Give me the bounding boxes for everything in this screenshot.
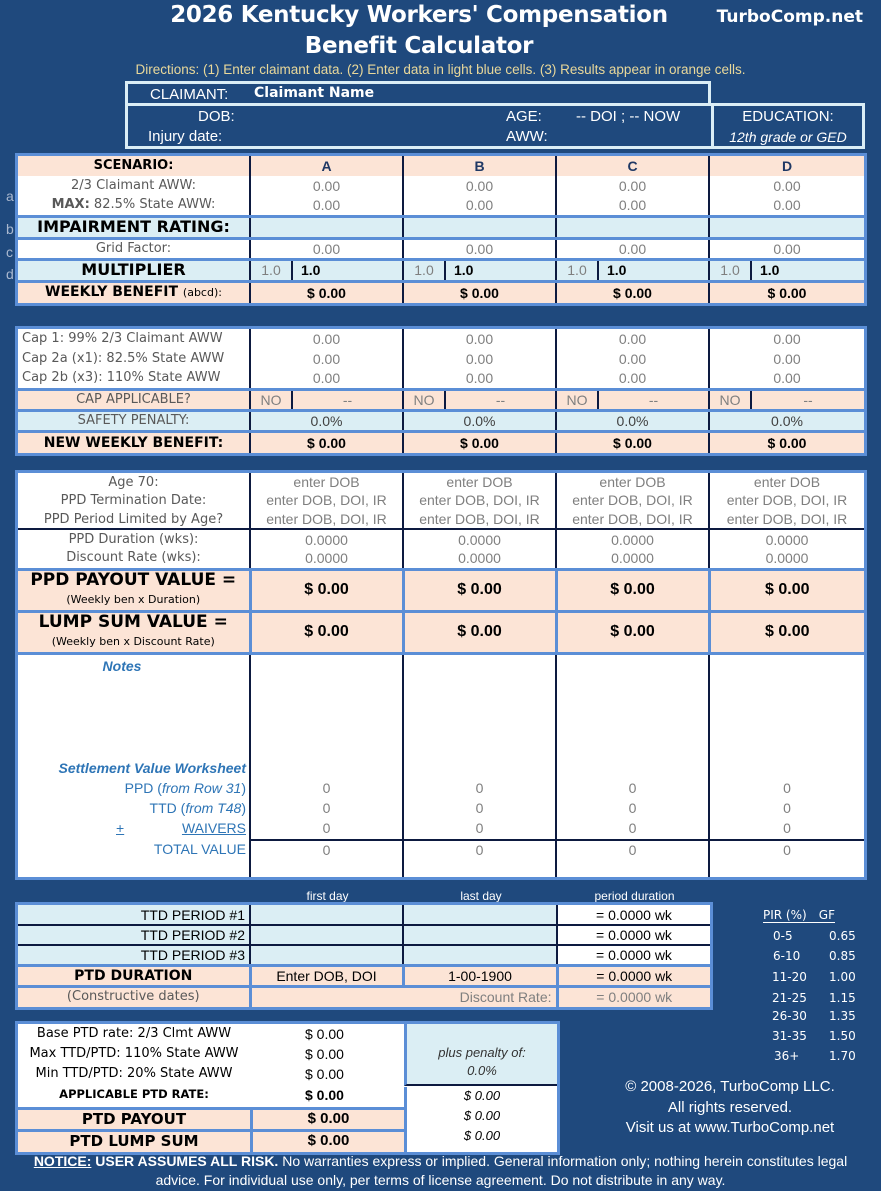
weekly-benefit-c: $ 0.00 xyxy=(556,281,709,303)
directions-text: Directions: (1) Enter claimant data. (2) Enter data in light blue cells. (3) Results appear in orange cells. xyxy=(135,62,746,77)
pir-row-6: 36+ xyxy=(774,1049,800,1063)
grid-factor-label: Grid Factor: xyxy=(95,240,172,256)
two-thirds-aww-label: 2/3 Claimant AWW: xyxy=(71,178,196,193)
cap1-c: 0.00 xyxy=(556,329,709,349)
penalty-box[interactable] xyxy=(404,1024,557,1086)
scenario-label: SCENARIO: xyxy=(93,158,174,173)
cap-applicable-flag-b: NO xyxy=(403,389,445,410)
two-thirds-aww-d: 0.00 xyxy=(709,176,864,196)
notice-line2: advice. For individual use only, per terms of license agreement. Do not distribute in any way. xyxy=(155,1172,726,1188)
worksheet-waivers-a[interactable]: 0 xyxy=(322,819,331,836)
ppd-table xyxy=(18,473,864,877)
lump-sum-label-text: LUMP SUM VALUE = xyxy=(38,612,228,632)
scenario-header-d: D xyxy=(709,156,864,176)
weekly-benefit-label xyxy=(18,281,250,303)
discount-rate-b: 0.0000 xyxy=(403,549,556,569)
dob-input[interactable] xyxy=(243,107,393,127)
ppd-note: from Row 31 xyxy=(161,779,242,796)
ttd-period-3-duration: = 0.0000 wk xyxy=(557,945,710,966)
max-rate-label: Max TTD/PTD: 110% State AWW xyxy=(29,1046,239,1061)
cap-applicable-flag-d: NO xyxy=(709,389,751,410)
cap2a-a: 0.00 xyxy=(250,349,403,369)
waivers-row-label xyxy=(116,819,246,837)
cap-applicable-flag-a: NO xyxy=(250,389,292,410)
cap1-b: 0.00 xyxy=(403,329,556,349)
payout-penalty-value: $ 0.00 xyxy=(463,1108,501,1123)
termination-label: PPD Termination Date: xyxy=(60,493,207,508)
ttd-label-text: TTD xyxy=(149,799,177,816)
ptd-payout-value: $ 0.00 xyxy=(250,1110,404,1129)
gf-row-4: 1.35 xyxy=(829,1009,856,1023)
cap-applicable-flag-c: NO xyxy=(556,389,598,410)
cap2b-label: Cap 2b (x3): 110% State AWW xyxy=(22,370,221,386)
gf-row-2: 1.00 xyxy=(829,970,856,984)
cap2a-d: 0.00 xyxy=(709,349,864,369)
min-rate-value: $ 0.00 xyxy=(305,1066,344,1082)
gf-row-5: 1.50 xyxy=(829,1029,856,1043)
ttd-period-1-duration: = 0.0000 wk xyxy=(557,905,710,925)
limited-by-age-c: enter DOB, DOI, IR xyxy=(556,510,709,529)
multiplier-input-a[interactable]: 1.0 xyxy=(250,259,292,281)
new-weekly-benefit-label: NEW WEEKLY BENEFIT: xyxy=(43,434,224,451)
base-rate-value: $ 0.00 xyxy=(305,1026,344,1042)
duration-a: 0.0000 xyxy=(250,529,403,549)
grid-factor-c: 0.00 xyxy=(556,238,709,259)
ttd-row-label: TTD (from T48) xyxy=(149,799,246,816)
termination-a: enter DOB, DOI, IR xyxy=(250,491,403,510)
dob-label: DOB: xyxy=(198,108,235,125)
ptd-rates-section xyxy=(18,1024,403,1107)
age70-label: Age 70: xyxy=(108,474,159,490)
cap-applicable-d: -- xyxy=(751,389,864,410)
ppd-payout-c: $ 0.00 xyxy=(556,569,709,611)
gf-row-1: 0.85 xyxy=(829,949,856,963)
worksheet-total-a: 0 xyxy=(251,839,402,859)
claimant-name-input[interactable]: Claimant Name xyxy=(254,85,375,101)
age-label: AGE: xyxy=(506,108,542,125)
impairment-rating-input-c[interactable] xyxy=(556,216,709,238)
cap1-label: Cap 1: 99% 2/3 Claimant AWW xyxy=(22,331,223,346)
new-weekly-benefit-c: $ 0.00 xyxy=(556,431,709,453)
copyright: © 2008-2026, TurboComp LLC. xyxy=(625,1078,835,1095)
pir-header: PIR (%) xyxy=(763,908,807,922)
two-thirds-aww-a: 0.00 xyxy=(250,176,403,196)
ttd-period-2-first-day-input[interactable] xyxy=(250,925,403,945)
weekly-benefit-d: $ 0.00 xyxy=(709,281,864,303)
injury-date-input[interactable] xyxy=(243,128,393,148)
notice xyxy=(0,1152,881,1190)
gf-header: GF xyxy=(818,908,835,922)
penalty-pct: 0.0% xyxy=(467,1063,497,1078)
cap-table xyxy=(18,329,864,453)
cap-applicable-b: -- xyxy=(445,389,556,410)
safety-penalty-input-a[interactable]: 0.0% xyxy=(250,410,403,431)
scenario-header-b: B xyxy=(403,156,556,176)
worksheet-waivers-c[interactable]: 0 xyxy=(628,819,637,836)
multiplier-label: MULTIPLIER xyxy=(81,260,186,279)
pir-row-0: 0-5 xyxy=(773,929,793,943)
page-title-line2: Benefit Calculator xyxy=(304,33,534,59)
min-rate-label: Min TTD/PTD: 20% State AWW xyxy=(35,1066,233,1081)
impairment-rating-label: IMPAIRMENT RATING: xyxy=(37,217,230,236)
gf-row-0: 0.65 xyxy=(829,929,856,943)
ptd-discount-rate-label: Discount Rate: xyxy=(250,987,557,1007)
aww-label: AWW: xyxy=(506,128,548,145)
lump-sum-d: $ 0.00 xyxy=(709,611,864,653)
row-letter-c: c xyxy=(6,244,13,260)
grid-factor-b: 0.00 xyxy=(403,238,556,259)
ptd-discount-rate-value: = 0.0000 wk xyxy=(557,987,710,1007)
limited-by-age-b: enter DOB, DOI, IR xyxy=(403,510,556,529)
duration-c: 0.0000 xyxy=(556,529,709,549)
base-rate-label: Base PTD rate: 2/3 Clmt AWW xyxy=(36,1026,232,1041)
multiplier-input-b[interactable]: 1.0 xyxy=(403,259,445,281)
multiplier-c: 1.0 xyxy=(598,259,709,281)
penalty-label: plus penalty of: xyxy=(438,1045,526,1060)
worksheet-ppd-d: 0 xyxy=(783,779,791,796)
ttd-period-1-first-day-input[interactable] xyxy=(250,905,403,925)
ttd-period-1-last-day-input[interactable] xyxy=(403,905,557,925)
notes-heading: Notes xyxy=(102,657,142,674)
worksheet-total-c: 0 xyxy=(557,839,708,859)
row-letter-a: a xyxy=(6,188,14,204)
two-thirds-aww-c: 0.00 xyxy=(556,176,709,196)
multiplier-a: 1.0 xyxy=(292,259,403,281)
ptd-table xyxy=(18,1024,557,1152)
weekly-benefit-a: $ 0.00 xyxy=(250,281,403,303)
notes-label-cell xyxy=(18,653,250,877)
applicable-penalty-value: $ 0.00 xyxy=(463,1088,501,1103)
worksheet-total-d: 0 xyxy=(710,839,864,859)
ptd-constructive-dates-label: (Constructive dates) xyxy=(66,989,200,1005)
cap2b-c: 0.00 xyxy=(556,369,709,389)
ptd-payout-row xyxy=(18,1107,404,1129)
applicable-rate-label: APPLICABLE PTD RATE: xyxy=(59,1087,209,1101)
cap1-a: 0.00 xyxy=(250,329,403,349)
ptd-payout-label: PTD PAYOUT xyxy=(81,1110,187,1128)
notes-input-a[interactable] xyxy=(250,653,403,877)
ttd-period-2-last-day-input[interactable] xyxy=(403,925,557,945)
cap-applicable-c: -- xyxy=(598,389,709,410)
worksheet-ppd-a: 0 xyxy=(322,779,331,796)
limited-by-age-label: PPD Period Limited by Age? xyxy=(43,511,224,527)
notice-line1 xyxy=(0,1152,881,1171)
worksheet-total-b: 0 xyxy=(404,839,555,859)
aww-input[interactable] xyxy=(558,128,698,148)
max-label-text: 82.5% State AWW: xyxy=(89,197,216,213)
ttd-period-3-label: TTD PERIOD #3 xyxy=(140,947,245,963)
ppd-row-label: PPD (from Row 31) xyxy=(124,779,246,796)
termination-b: enter DOB, DOI, IR xyxy=(403,491,556,510)
impairment-rating-input-b[interactable] xyxy=(403,216,556,238)
notes-input-c[interactable] xyxy=(556,653,709,877)
age-value: -- DOI ; -- NOW xyxy=(576,108,681,125)
limited-by-age-a: enter DOB, DOI, IR xyxy=(250,510,403,529)
termination-d: enter DOB, DOI, IR xyxy=(709,491,864,510)
ptd-lump-sum-label: PTD LUMP SUM xyxy=(69,1132,199,1150)
max-state-aww-b: 0.00 xyxy=(403,196,556,216)
rights-reserved: All rights reserved. xyxy=(667,1099,793,1116)
max-state-aww-label xyxy=(18,196,250,216)
pir-row-3: 21-25 xyxy=(772,991,807,1005)
cap2a-label: Cap 2a (x1): 82.5% State AWW xyxy=(22,351,225,366)
lump-sum-sublabel: (Weekly ben x Discount Rate) xyxy=(51,635,215,648)
multiplier-input-c[interactable]: 1.0 xyxy=(556,259,598,281)
worksheet-ttd-c: 0 xyxy=(628,799,637,816)
ppd-payout-label xyxy=(18,569,250,611)
multiplier-d: 1.0 xyxy=(751,259,864,281)
row-letter-b: b xyxy=(6,221,14,237)
worksheet-ttd-a: 0 xyxy=(322,799,331,816)
age70-d: enter DOB xyxy=(709,473,864,491)
ttd-header-period-duration: period duration xyxy=(594,889,675,903)
ptd-duration-value: = 0.0000 wk xyxy=(557,966,710,987)
lump-sum-b: $ 0.00 xyxy=(403,611,556,653)
ttd-period-3-last-day-input[interactable] xyxy=(403,945,557,966)
ptd-lump-sum-value: $ 0.00 xyxy=(250,1132,404,1152)
impairment-rating-input-a[interactable] xyxy=(250,216,403,238)
discount-rate-label: Discount Rate (wks): xyxy=(66,550,201,566)
max-state-aww-c: 0.00 xyxy=(556,196,709,216)
notes-input-b[interactable] xyxy=(403,653,556,877)
worksheet-waivers-d[interactable]: 0 xyxy=(783,819,791,836)
discount-rate-d: 0.0000 xyxy=(709,549,864,569)
page-title-line1: 2026 Kentucky Workers' Compensation xyxy=(170,2,668,28)
pir-table-header xyxy=(763,908,835,923)
pir-row-5: 31-35 xyxy=(772,1029,807,1043)
ttd-period-2-label: TTD PERIOD #2 xyxy=(140,927,245,943)
max-label-bold: MAX: xyxy=(51,197,90,213)
lump-sum-c: $ 0.00 xyxy=(556,611,709,653)
ptd-duration-label: PTD DURATION xyxy=(74,968,193,984)
ppd-payout-sublabel: (Weekly ben x Duration) xyxy=(66,593,201,606)
cap-applicable-a: -- xyxy=(292,389,403,410)
waivers-label-text: WAIVERS xyxy=(181,819,246,836)
ttd-period-2-duration: = 0.0000 wk xyxy=(557,925,710,945)
cap2b-b: 0.00 xyxy=(403,369,556,389)
duration-d: 0.0000 xyxy=(709,529,864,549)
safety-penalty-input-c[interactable]: 0.0% xyxy=(556,410,709,431)
notice-label: NOTICE: xyxy=(33,1153,92,1169)
termination-c: enter DOB, DOI, IR xyxy=(556,491,709,510)
brand-link[interactable]: TurboComp.net xyxy=(716,7,863,27)
gf-row-3: 1.15 xyxy=(829,991,856,1005)
worksheet-ttd-b: 0 xyxy=(475,799,484,816)
limited-by-age-d: enter DOB, DOI, IR xyxy=(709,510,864,529)
new-weekly-benefit-d: $ 0.00 xyxy=(709,431,864,453)
notice-bold: USER ASSUMES ALL RISK. xyxy=(91,1153,279,1169)
discount-rate-c: 0.0000 xyxy=(556,549,709,569)
grid-factor-a: 0.00 xyxy=(250,238,403,259)
safety-penalty-input-d[interactable]: 0.0% xyxy=(709,410,864,431)
ppd-label-text: PPD xyxy=(124,779,154,796)
worksheet-ttd-d: 0 xyxy=(783,799,791,816)
ttd-note: from T48 xyxy=(185,799,242,816)
worksheet-heading: Settlement Value Worksheet xyxy=(58,759,246,776)
gf-row-6: 1.70 xyxy=(829,1049,856,1063)
ttd-header-first-day: first day xyxy=(306,889,349,903)
pir-row-1: 6-10 xyxy=(773,949,801,963)
cap2a-b: 0.00 xyxy=(403,349,556,369)
ppd-payout-d: $ 0.00 xyxy=(709,569,864,611)
applicable-rate-value: $ 0.00 xyxy=(305,1087,344,1103)
worksheet-ppd-b: 0 xyxy=(475,779,484,796)
notes-input-d[interactable] xyxy=(709,653,864,877)
weekly-benefit-b: $ 0.00 xyxy=(403,281,556,303)
age70-b: enter DOB xyxy=(403,473,556,491)
ptd-first-day: Enter DOB, DOI xyxy=(250,966,403,987)
duration-label: PPD Duration (wks): xyxy=(68,531,199,547)
waivers-prefix: + xyxy=(116,819,125,836)
lump-sum-a: $ 0.00 xyxy=(250,611,403,653)
new-weekly-benefit-a: $ 0.00 xyxy=(250,431,403,453)
cap2b-d: 0.00 xyxy=(709,369,864,389)
visit-link[interactable]: Visit us at www.TurboComp.net xyxy=(625,1119,835,1136)
ptd-lump-sum-row xyxy=(18,1129,404,1152)
cap1-d: 0.00 xyxy=(709,329,864,349)
ppd-payout-a: $ 0.00 xyxy=(250,569,403,611)
scenario-header-c: C xyxy=(556,156,709,176)
cap2a-c: 0.00 xyxy=(556,349,709,369)
education-label: EDUCATION: xyxy=(742,108,834,125)
new-weekly-benefit-b: $ 0.00 xyxy=(403,431,556,453)
ttd-period-1-label: TTD PERIOD #1 xyxy=(140,906,245,923)
scenario-header-a: A xyxy=(250,156,403,176)
weekly-benefit-label-text: WEEKLY BENEFIT xyxy=(45,284,179,301)
ppd-payout-label-text: PPD PAYOUT VALUE = xyxy=(30,570,237,590)
penalty-values xyxy=(404,1087,557,1152)
multiplier-input-d[interactable]: 1.0 xyxy=(709,259,751,281)
lump-sum-penalty-value: $ 0.00 xyxy=(463,1128,501,1143)
duration-b: 0.0000 xyxy=(403,529,556,549)
ttd-header-last-day: last day xyxy=(460,889,502,903)
two-thirds-aww-b: 0.00 xyxy=(403,176,556,196)
age70-a: enter DOB xyxy=(250,473,403,491)
total-value-label: TOTAL VALUE xyxy=(153,840,246,857)
claimant-label: CLAIMANT: xyxy=(150,86,229,103)
grid-factor-d: 0.00 xyxy=(709,238,864,259)
multiplier-b: 1.0 xyxy=(445,259,556,281)
row-letter-d: d xyxy=(6,266,14,282)
cap2b-a: 0.00 xyxy=(250,369,403,389)
impairment-rating-input-d[interactable] xyxy=(709,216,864,238)
ttd-table xyxy=(18,905,710,1007)
ppd-payout-b: $ 0.00 xyxy=(403,569,556,611)
worksheet-ppd-c: 0 xyxy=(628,779,637,796)
pir-row-4: 26-30 xyxy=(772,1009,807,1023)
cap-applicable-label: CAP APPLICABLE? xyxy=(76,391,191,407)
age70-c: enter DOB xyxy=(556,473,709,491)
education-select[interactable]: 12th grade or GED xyxy=(729,129,847,145)
ptd-last-day: 1-00-1900 xyxy=(403,966,557,987)
claimant-details-box xyxy=(125,103,865,149)
safety-penalty-input-b[interactable]: 0.0% xyxy=(403,410,556,431)
max-rate-value: $ 0.00 xyxy=(305,1046,344,1062)
scenario-table xyxy=(18,156,864,303)
max-state-aww-d: 0.00 xyxy=(709,196,864,216)
lump-sum-label xyxy=(18,611,250,653)
weekly-benefit-label-suffix: (abcd): xyxy=(182,286,222,300)
safety-penalty-label: SAFETY PENALTY: xyxy=(77,412,190,428)
discount-rate-a: 0.0000 xyxy=(250,549,403,569)
worksheet-waivers-b[interactable]: 0 xyxy=(475,819,484,836)
max-state-aww-a: 0.00 xyxy=(250,196,403,216)
pir-row-2: 11-20 xyxy=(772,970,807,984)
injury-date-label: Injury date: xyxy=(148,128,223,145)
ttd-period-3-first-day-input[interactable] xyxy=(250,945,403,966)
notice-text: No warranties express or implied. General information only; nothing herein constitutes legal xyxy=(278,1153,848,1169)
